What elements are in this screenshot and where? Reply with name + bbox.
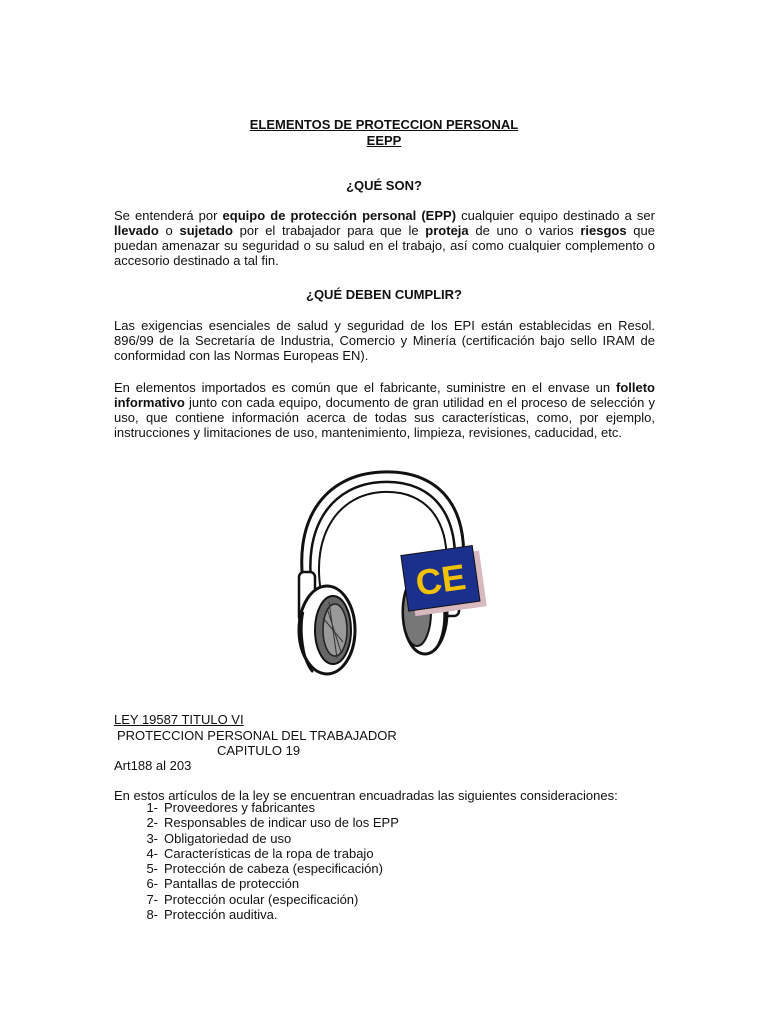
- list-item-text: Proveedores y fabricantes: [164, 800, 316, 815]
- law-section-title: PROTECCION PERSONAL DEL TRABAJADOR: [117, 728, 397, 743]
- list-item: [114, 892, 399, 907]
- bold-term: sujetado: [179, 223, 233, 238]
- text-run: Se entenderá por: [114, 208, 223, 223]
- heading-que-son: ¿QUÉ SON?: [346, 178, 422, 193]
- text-run: de uno o varios: [468, 223, 581, 238]
- heading-que-deben-cumplir: ¿QUÉ DEBEN CUMPLIR?: [306, 287, 462, 302]
- law-reference: LEY 19587 TITULO VI: [114, 712, 244, 727]
- text-run: cualquier equipo destinado a ser: [456, 208, 655, 223]
- bold-term: proteja: [425, 223, 469, 238]
- list-item: [114, 876, 399, 891]
- bold-term: folleto informativo: [114, 380, 655, 410]
- paragraph-imported-elements: [114, 380, 655, 440]
- paragraph-requirements: Las exigencias esenciales de salud y seguridad de los EPI están establecidas en Resol. 896/99 de la Secretaría de Industria, Comercio y Minería (certificación bajo sello IRAM de conformidad con las Normas Europeas EN).: [114, 318, 655, 363]
- list-item-text: Protección auditiva.: [164, 907, 278, 923]
- bold-term: riesgos: [580, 223, 627, 238]
- document-subtitle: EEPP: [366, 133, 402, 148]
- list-item-number: 1-: [146, 800, 158, 815]
- list-item: [114, 861, 399, 876]
- list-item-number: 7-: [146, 891, 158, 907]
- text-run: En elementos importados es común que el fabricante, suministre en el envase un: [114, 380, 616, 395]
- list-item-text: Responsables de indicar uso de los EPP: [164, 815, 399, 831]
- list-item: [114, 800, 399, 815]
- document-title: ELEMENTOS DE PROTECCION PERSONAL: [249, 117, 519, 132]
- list-item: [114, 831, 399, 846]
- list-intro: En estos artículos de la ley se encuentran encuadradas las siguientes consideraciones:: [114, 788, 618, 803]
- list-item-number: 8-: [146, 907, 158, 923]
- list-item-text: Protección ocular (especificación): [164, 891, 359, 907]
- list-item-number: 2-: [146, 815, 158, 831]
- ce-mark-label: [401, 545, 487, 617]
- law-articles: Art188 al 203: [114, 758, 192, 773]
- list-item: [114, 846, 399, 861]
- ear-protector-illustration: [283, 462, 493, 696]
- text-run: por el trabajador para que le: [232, 223, 426, 238]
- ce-mark-text: CE: [413, 556, 469, 604]
- list-item-text: Pantallas de protección: [164, 876, 300, 892]
- list-item-number: 6-: [146, 876, 158, 892]
- list-item: [114, 815, 399, 830]
- considerations-list: [114, 800, 399, 922]
- paragraph-definition: [114, 208, 655, 268]
- bold-term: equipo de protección personal (EPP): [222, 208, 457, 223]
- list-item-text: Protección de cabeza (especificación): [164, 861, 383, 877]
- list-item-number: 4-: [146, 845, 158, 861]
- list-item-text: Obligatoriedad de uso: [164, 830, 292, 846]
- law-chapter: CAPITULO 19: [217, 743, 301, 758]
- list-item: [114, 907, 399, 922]
- text-run: junto con cada equipo, documento de gran utilidad en el proceso de selección y uso, que contiene información acerca de todas sus características, como, por ejemplo, instrucciones y limitaciones de uso, mantenimiento, limpieza, revisiones, caducidad, etc.: [114, 395, 655, 440]
- text-run: que puedan amenazar su seguridad o su salud en el trabajo, así como cualquier complemento o accesorio destinado a tal fin.: [114, 223, 655, 268]
- list-item-text: Características de la ropa de trabajo: [164, 845, 374, 861]
- list-item-number: 3-: [146, 830, 158, 846]
- bold-term: llevado: [114, 223, 159, 238]
- left-ear-cup: [299, 586, 355, 674]
- text-run: o: [158, 223, 180, 238]
- list-item-number: 5-: [146, 861, 158, 877]
